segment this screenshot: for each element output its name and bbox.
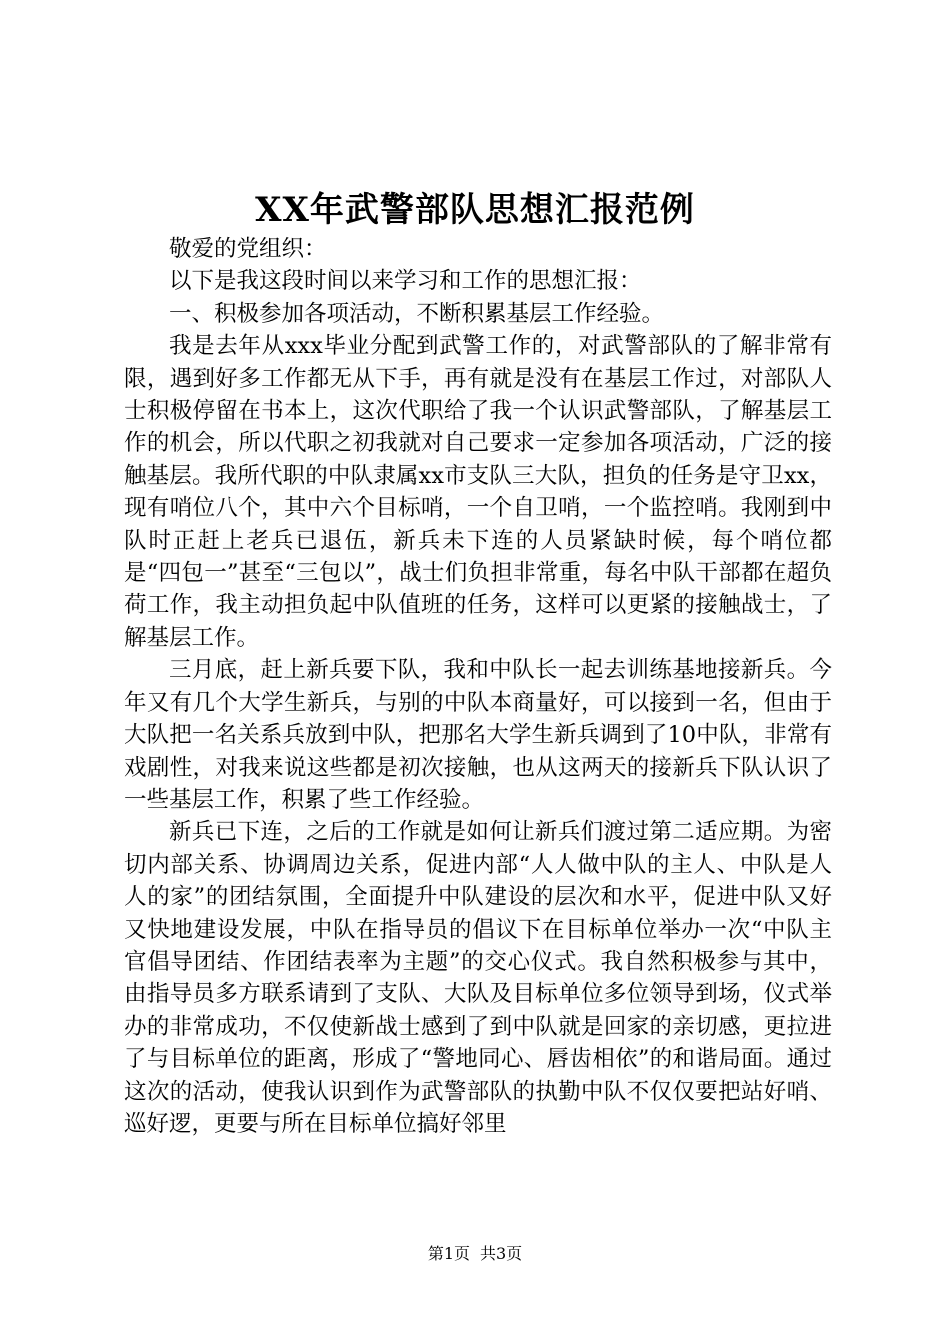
section-heading-paragraph: 一、积极参加各项活动，不断积累基层工作经验。 xyxy=(169,300,665,327)
intro-paragraph: 以下是我这段时间以来学习和工作的思想汇报： xyxy=(169,268,642,295)
body-paragraph: 我是去年从xxx毕业分配到武警工作的，对武警部队的了解非常有限，遇到好多工作都无从下手，再有就是没有在基层工作过，对部队人士积极停留在书本上，这次代职给了我一个认识武警部队，了解基层工作的机会，所以代职之初我就对自己要求一定参加各项活动，广泛的接触基层。我所代职的中队隶属xx市支队三大队，担负的任务是守卫xx，现有哨位八个，其中六个目标哨，一个自卫哨，一个监控哨。我刚到中队时正赶上老兵已退伍，新兵未下连的人员紧缺时候，每个哨位都是“四包一”甚至“三包以”，战士们负担非常重，每名中队干部都在超负荷工作，我主动担负起中队值班的任务，这样可以更紧的接触战士，了解基层工作。 xyxy=(124,333,832,651)
document-body xyxy=(124,233,832,1140)
page-number: 第1页 xyxy=(427,1244,470,1263)
body-paragraph: 新兵已下连，之后的工作就是如何让新兵们渡过第二适应期。为密切内部关系、协调周边关系，促进内部“人人做中队的主人、中队是人人的家”的团结氛围，全面提升中队建设的层次和水平，促进中队又好又快地建设发展，中队在指导员的倡议下在目标单位举办一次“中队主官倡导团结、作团结表率为主题”的交心仪式。我自然积极参与其中，由指导员多方联系请到了支队、大队及目标单位多位领导到场，仪式举办的非常成功，不仅使新战士感到了到中队就是回家的亲切感，更拉进了与目标单位的距离，形成了“警地同心、唇齿相依”的和谐局面。通过这次的活动，使我认识到作为武警部队的执勤中队不仅仅要把站好哨、巡好逻，更要与所在目标单位搞好邻里 xyxy=(124,819,832,1137)
page-total: 共3页 xyxy=(480,1244,523,1263)
body-paragraph: 三月底，赶上新兵要下队，我和中队长一起去训练基地接新兵。今年又有几个大学生新兵，与别的中队本商量好，可以接到一名，但由于大队把一名关系兵放到中队，把那名大学生新兵调到了10中队，非常有戏剧性，对我来说这些都是初次接触，也从这两天的接新兵下队认识了一些基层工作，积累了些工作经验。 xyxy=(124,657,832,813)
page-footer xyxy=(0,1243,950,1265)
salutation-paragraph: 敬爱的党组织： xyxy=(169,236,327,262)
document-title: XX年武警部队思想汇报范例 xyxy=(255,190,695,230)
